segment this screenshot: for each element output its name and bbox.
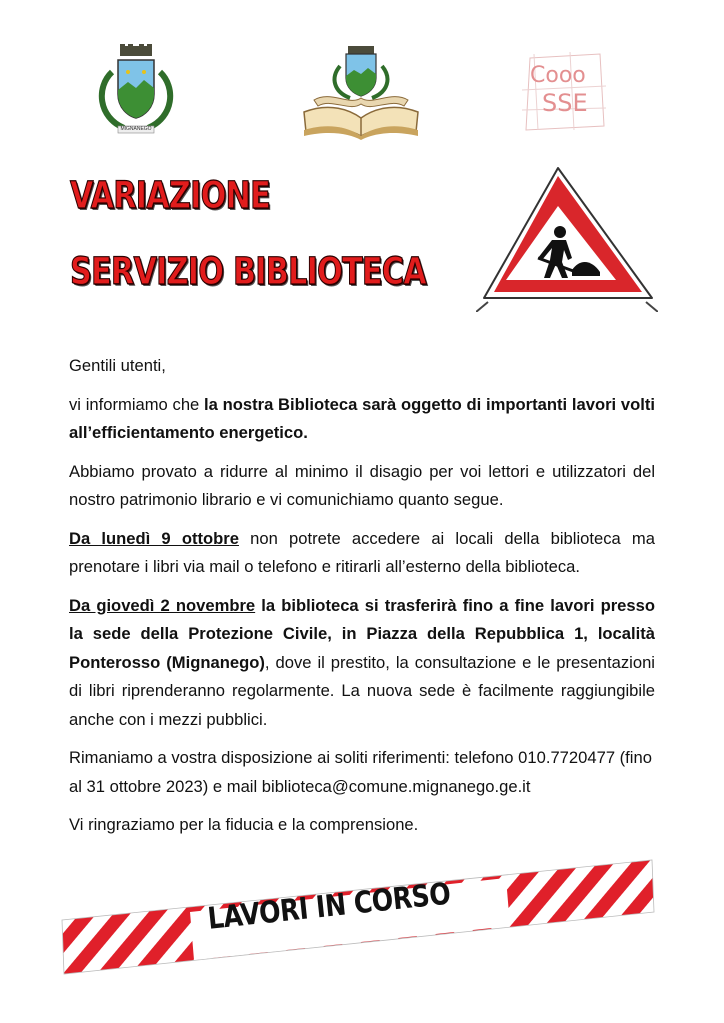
paragraph-1-bold: la nostra Biblioteca sarà oggetto di importanti lavori volti all’efficientamento energetico. [69,394,656,442]
coop-logo-text-1: Cooo [530,63,586,88]
greeting: Gentili utenti, [69,356,166,375]
paragraph-4-date: Da giovedì 2 novembre [69,595,256,615]
letter-body [69,352,655,850]
paragraph-6: Vi ringraziamo per la fiducia e la comprensione. [69,815,419,834]
paragraph-1-intro: vi informiamo che [69,394,205,414]
paragraph-3 [69,525,655,582]
paragraph-1 [69,391,655,448]
paragraph-4-bold: la biblioteca si trasferirà fino a fine lavori presso la sede della Protezione Civile, in Piazza della Repubblica 1, località Ponterosso (Mignanego) [69,595,655,672]
coop-logo-text-2: SSE [542,89,588,117]
title-line-1: VARIAZIONE [70,174,271,217]
road-works-warning-sign-icon [476,162,658,312]
caution-tape-banner [60,856,660,976]
paragraph-5: Rimaniamo a vostra disposizione ai soliti riferimenti: telefono 010.7720477 (fino al 31 ottobre 2023) e mail biblioteca@comune.mignanego.ge.it [69,748,652,796]
paragraph-4 [69,592,655,735]
paragraph-3-rest: non potrete accedere ai locali della biblioteca ma prenotare i libri via mail o telefono e ritirarli all’esterno della biblioteca. [69,528,655,576]
crest-caption: MIGNANEGO [120,126,152,132]
coop-sse-logo [520,50,608,132]
paragraph-2: Abbiamo provato a ridurre al minimo il disagio per voi lettori e utilizzatori del nostro patrimonio librario e vi comunichiamo quanto segue. [69,461,655,509]
banner-text: LAVORI IN CORSO [206,876,453,937]
paragraph-3-date: Da lunedì 9 ottobre [69,528,239,548]
library-book-crest-icon [300,44,422,140]
municipal-crest-icon [94,42,178,138]
title-line-2: SERVIZIO BIBLIOTECA [70,250,426,293]
paragraph-4-rest: , dove il prestito, la consultazione e le presentazioni di libri riprenderanno regolarmente. La nuova sede è facilmente raggiungibile anche con i mezzi pubblici. [69,652,655,729]
